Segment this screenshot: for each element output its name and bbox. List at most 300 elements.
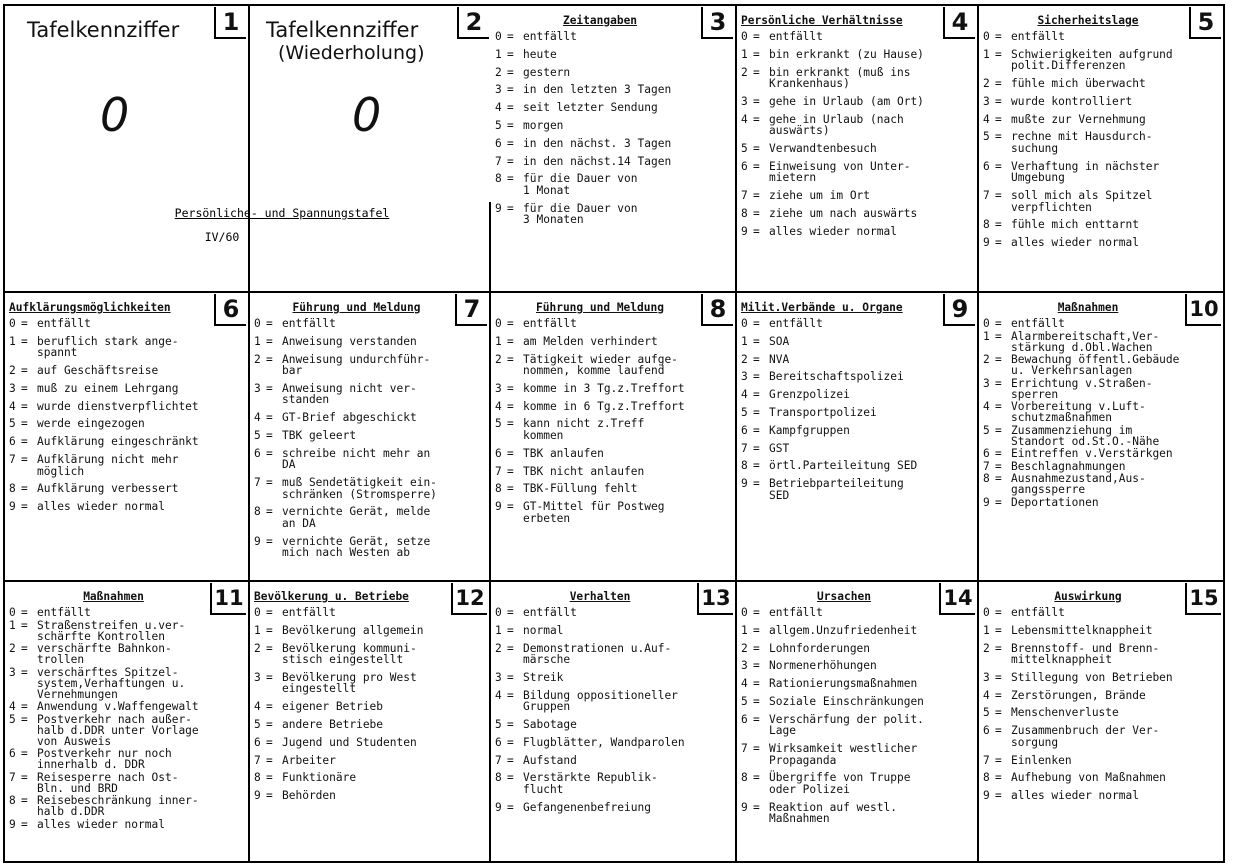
equals-sign: = xyxy=(995,423,1002,437)
code-number: 9 xyxy=(495,500,502,514)
code-list-item xyxy=(254,354,487,377)
code-meaning: schreibe nicht mehr an DA xyxy=(282,446,431,472)
code-meaning: alles wieder normal xyxy=(769,224,897,238)
code-meaning: Tätigkeit wieder aufge- nommen, komme laufend xyxy=(523,352,678,378)
equals-sign: = xyxy=(753,677,760,691)
equals-sign: = xyxy=(995,112,1002,126)
cell-number-13: 13 xyxy=(697,583,733,615)
code-list-item xyxy=(983,725,1221,748)
code-list-item xyxy=(495,383,733,395)
code-list-item xyxy=(495,755,733,767)
code-list-item xyxy=(254,412,487,424)
cell-6 xyxy=(5,293,250,582)
code-number: 2 xyxy=(495,352,502,366)
equals-sign: = xyxy=(507,717,514,731)
code-meaning: Postverkehr nach außer- halb d.DDR unter Vorlage von Ausweis xyxy=(37,712,199,748)
code-list-item xyxy=(983,461,1221,472)
equals-sign: = xyxy=(266,534,273,548)
equals-sign: = xyxy=(266,606,273,619)
equals-sign: = xyxy=(266,753,273,767)
code-number: 4 xyxy=(983,112,990,126)
cell-number-8: 8 xyxy=(701,294,733,326)
code-list-item xyxy=(983,96,1221,108)
code-number: 9 xyxy=(254,789,261,803)
equals-sign: = xyxy=(21,399,28,413)
equals-sign: = xyxy=(507,735,514,749)
code-list-item xyxy=(9,795,246,817)
code-number: 3 xyxy=(254,670,261,684)
code-meaning: wurde dienstverpflichtet xyxy=(37,399,199,413)
code-number: 0 xyxy=(983,30,990,43)
code-table-sheet xyxy=(3,4,1225,863)
code-list-item xyxy=(983,473,1221,495)
code-list xyxy=(979,318,1223,508)
equals-sign: = xyxy=(21,417,28,431)
code-list xyxy=(5,607,248,830)
code-meaning: für die Dauer von 3 Monaten xyxy=(523,201,638,227)
code-meaning: kann nicht z.Treff kommen xyxy=(523,417,645,442)
code-list-item xyxy=(254,772,487,784)
code-list-item xyxy=(254,318,487,330)
code-list-item xyxy=(741,143,975,155)
equals-sign: = xyxy=(266,700,273,714)
code-meaning: Arbeiter xyxy=(282,753,336,767)
cell-number-2: 2 xyxy=(457,7,489,39)
code-list-item xyxy=(983,49,1221,72)
equals-sign: = xyxy=(995,189,1002,203)
code-list-item xyxy=(741,443,975,455)
code-list-item xyxy=(9,318,246,330)
code-meaning: entfällt xyxy=(1011,606,1065,619)
code-number: 5 xyxy=(254,717,261,731)
code-number: 6 xyxy=(254,446,261,460)
code-meaning: Behörden xyxy=(282,789,336,803)
code-meaning: seit letzter Sendung xyxy=(523,101,658,115)
code-list xyxy=(737,318,977,501)
equals-sign: = xyxy=(995,130,1002,144)
equals-sign: = xyxy=(995,329,1002,343)
equals-sign: = xyxy=(753,112,760,126)
code-list-item xyxy=(254,672,487,695)
code-meaning: eigener Betrieb xyxy=(282,700,384,714)
code-meaning: entfällt xyxy=(523,606,577,619)
equals-sign: = xyxy=(507,800,514,814)
equals-sign: = xyxy=(995,641,1002,655)
code-number: 2 xyxy=(741,65,748,79)
code-meaning: TBK geleert xyxy=(282,428,357,442)
cell-10 xyxy=(979,293,1223,582)
code-meaning: Kampfgruppen xyxy=(769,423,850,437)
code-meaning: verschärftes Spitzel- system,Verhaftungen u. Vernehmungen xyxy=(37,665,186,701)
code-meaning: Jugend und Studenten xyxy=(282,735,417,749)
equals-sign: = xyxy=(21,334,28,348)
equals-sign: = xyxy=(753,370,760,384)
code-number: 5 xyxy=(495,118,502,132)
code-meaning: SOA xyxy=(769,334,790,348)
code-list-item xyxy=(983,707,1221,719)
code-list-item xyxy=(741,696,975,708)
equals-sign: = xyxy=(995,771,1002,785)
code-number: 9 xyxy=(495,201,502,215)
code-meaning: morgen xyxy=(523,118,564,132)
code-number: 4 xyxy=(983,688,990,702)
code-number: 1 xyxy=(254,623,261,637)
code-number: 6 xyxy=(495,446,502,460)
code-list-item xyxy=(254,448,487,471)
code-list-item xyxy=(254,701,487,713)
cell-number-7: 7 xyxy=(455,294,487,326)
equals-sign: = xyxy=(753,206,760,220)
code-meaning: werde eingezogen xyxy=(37,417,145,431)
code-list-item xyxy=(983,643,1221,666)
code-number: 1 xyxy=(983,47,990,61)
cell-number-3: 3 xyxy=(701,7,733,39)
code-list xyxy=(491,318,735,524)
cell-title: Führung und Meldung xyxy=(536,301,664,314)
equals-sign: = xyxy=(995,353,1002,366)
equals-sign: = xyxy=(21,770,28,784)
code-number: 8 xyxy=(983,218,990,232)
code-list-item xyxy=(983,401,1221,423)
equals-sign: = xyxy=(21,364,28,378)
code-number: 1 xyxy=(983,623,990,637)
code-number: 6 xyxy=(983,724,990,738)
code-number: 1 xyxy=(983,329,990,343)
code-meaning: ziehe um nach auswärts xyxy=(769,206,918,220)
code-meaning: alles wieder normal xyxy=(1011,789,1139,803)
code-number: 7 xyxy=(983,753,990,767)
equals-sign: = xyxy=(753,423,760,437)
code-number: 2 xyxy=(741,641,748,655)
code-number: 2 xyxy=(983,641,990,655)
cell-number-10: 10 xyxy=(1185,294,1221,326)
code-number: 3 xyxy=(741,370,748,384)
equals-sign: = xyxy=(266,789,273,803)
code-number: 4 xyxy=(254,700,261,714)
equals-sign: = xyxy=(507,641,514,655)
code-list-item xyxy=(741,318,975,330)
code-meaning: Grenzpolizei xyxy=(769,388,850,402)
code-meaning: Gefangenenbefreiung xyxy=(523,800,651,814)
code-list-item xyxy=(741,67,975,90)
equals-sign: = xyxy=(753,694,760,708)
cell-title: Milit.Verbände u. Organe xyxy=(741,301,903,314)
code-number: 5 xyxy=(9,712,16,726)
code-meaning: entfällt xyxy=(1011,317,1065,330)
cell-title: Sicherheitslage xyxy=(1037,14,1139,27)
code-list-item xyxy=(254,755,487,767)
code-list-item xyxy=(495,49,733,61)
code-list-item xyxy=(254,506,487,529)
code-number: 9 xyxy=(983,789,990,803)
equals-sign: = xyxy=(753,141,760,155)
code-number: 5 xyxy=(983,130,990,144)
code-number: 5 xyxy=(741,141,748,155)
code-number: 7 xyxy=(495,753,502,767)
equals-sign: = xyxy=(266,505,273,519)
code-list-item xyxy=(495,203,733,226)
code-number: 5 xyxy=(741,694,748,708)
code-number: 8 xyxy=(254,505,261,519)
table-code-repeat-value: 0 xyxy=(352,88,382,142)
code-list-item xyxy=(983,425,1221,447)
code-meaning: Bevölkerung pro West eingestellt xyxy=(282,670,417,696)
code-list-item xyxy=(741,772,975,795)
equals-sign: = xyxy=(753,659,760,673)
code-meaning: Menschenverluste xyxy=(1011,706,1119,720)
code-meaning: Bereitschaftspolizei xyxy=(769,370,904,384)
code-number: 2 xyxy=(983,77,990,91)
code-list-item xyxy=(983,219,1221,231)
code-meaning: Verstärkte Republik- flucht xyxy=(523,771,658,796)
code-list-item xyxy=(254,737,487,749)
code-list-item xyxy=(495,418,733,441)
code-meaning: gehe in Urlaub (am Ort) xyxy=(769,94,924,108)
code-list-item xyxy=(495,156,733,168)
code-list-item xyxy=(254,383,487,406)
code-number: 1 xyxy=(741,623,748,637)
code-list-item xyxy=(495,719,733,731)
code-meaning: entfällt xyxy=(282,606,336,619)
equals-sign: = xyxy=(995,447,1002,460)
code-meaning: Bevölkerung kommuni- stisch eingestellt xyxy=(282,641,417,667)
code-list xyxy=(979,607,1223,802)
code-meaning: gehe in Urlaub (nach auswärts) xyxy=(769,112,904,138)
code-number: 8 xyxy=(741,771,748,785)
equals-sign: = xyxy=(266,771,273,785)
code-meaning: auf Geschäftsreise xyxy=(37,364,159,378)
code-number: 9 xyxy=(741,800,748,814)
code-number: 3 xyxy=(9,381,16,395)
code-number: 3 xyxy=(983,376,990,390)
code-number: 4 xyxy=(741,677,748,691)
equals-sign: = xyxy=(995,472,1002,485)
code-number: 6 xyxy=(495,136,502,150)
code-list-item xyxy=(983,625,1221,637)
code-meaning: bin erkrankt (zu Hause) xyxy=(769,47,924,61)
code-meaning: Übergriffe von Truppe oder Polizei xyxy=(769,771,911,796)
code-number: 5 xyxy=(495,717,502,731)
code-list-item xyxy=(983,354,1221,376)
code-number: 3 xyxy=(495,670,502,684)
code-list-item xyxy=(741,460,975,472)
code-number: 0 xyxy=(254,317,261,330)
code-meaning: muß Sendetätigkeit ein- schränken (Stromsperre) xyxy=(282,476,437,501)
code-list-item xyxy=(9,819,246,830)
code-meaning: vernichte Gerät, setze mich nach Westen ab xyxy=(282,534,431,560)
code-meaning: Einweisung von Unter- mietern xyxy=(769,159,911,185)
code-number: 1 xyxy=(741,334,748,348)
code-meaning: komme in 3 Tg.z.Treffort xyxy=(523,381,685,395)
code-meaning: entfällt xyxy=(1011,30,1065,43)
code-meaning: Vorbereitung v.Luft- schutzmaßnahmen xyxy=(1011,400,1146,424)
equals-sign: = xyxy=(753,159,760,173)
code-meaning: Schwierigkeiten aufgrund polit.Differenzen xyxy=(1011,47,1173,73)
equals-sign: = xyxy=(995,218,1002,232)
code-list-item xyxy=(495,173,733,196)
code-list-item xyxy=(495,318,733,330)
equals-sign: = xyxy=(995,789,1002,803)
cell-title: Bevölkerung u. Betriebe xyxy=(254,590,409,603)
code-list-item xyxy=(495,772,733,795)
code-number: 8 xyxy=(495,482,502,496)
equals-sign: = xyxy=(507,753,514,767)
code-list-item xyxy=(741,190,975,202)
code-meaning: Errichtung v.Straßen- sperren xyxy=(1011,376,1153,401)
code-number: 8 xyxy=(741,206,748,220)
code-list-item xyxy=(983,772,1221,784)
code-meaning: Aufhebung von Maßnahmen xyxy=(1011,771,1166,785)
equals-sign: = xyxy=(21,606,28,619)
code-meaning: Verschärfung der polit. Lage xyxy=(769,712,924,738)
equals-sign: = xyxy=(21,665,28,679)
equals-sign: = xyxy=(21,817,28,831)
equals-sign: = xyxy=(21,381,28,395)
equals-sign: = xyxy=(507,446,514,460)
code-number: 5 xyxy=(741,405,748,419)
code-list-item xyxy=(495,643,733,666)
code-list-item xyxy=(741,161,975,184)
code-meaning: Aufklärung nicht mehr möglich xyxy=(37,453,179,478)
code-number: 8 xyxy=(9,794,16,807)
code-meaning: entfällt xyxy=(769,606,823,619)
code-list-item xyxy=(254,790,487,802)
equals-sign: = xyxy=(995,47,1002,61)
equals-sign: = xyxy=(507,317,514,330)
code-meaning: wurde kontrolliert xyxy=(1011,94,1133,108)
equals-sign: = xyxy=(753,388,760,402)
code-list-item xyxy=(983,31,1221,43)
code-number: 3 xyxy=(983,670,990,684)
code-list-item xyxy=(9,365,246,377)
code-list-item xyxy=(254,430,487,442)
code-meaning: fühle mich enttarnt xyxy=(1011,218,1139,232)
equals-sign: = xyxy=(753,65,760,79)
equals-sign: = xyxy=(266,735,273,749)
code-number: 5 xyxy=(254,428,261,442)
equals-sign: = xyxy=(507,500,514,514)
cell-number-9: 9 xyxy=(943,294,975,326)
code-number: 3 xyxy=(9,665,16,679)
code-number: 3 xyxy=(741,659,748,673)
cell-number-5: 5 xyxy=(1189,7,1221,39)
equals-sign: = xyxy=(995,459,1002,473)
code-list-item xyxy=(9,501,246,513)
code-meaning: TBK-Füllung fehlt xyxy=(523,482,638,496)
code-list-item xyxy=(495,466,733,478)
equals-sign: = xyxy=(753,441,760,455)
code-list xyxy=(737,607,977,825)
equals-sign: = xyxy=(21,453,28,467)
code-number: 7 xyxy=(254,476,261,490)
code-meaning: in den letzten 3 Tagen xyxy=(523,83,672,97)
code-meaning: Einlenken xyxy=(1011,753,1072,767)
code-list-item xyxy=(254,719,487,731)
code-list-item xyxy=(741,31,975,43)
code-meaning: Funktionäre xyxy=(282,771,357,785)
code-meaning: komme in 6 Tg.z.Treffort xyxy=(523,399,685,413)
code-meaning: Streik xyxy=(523,670,564,684)
code-list-item xyxy=(741,407,975,419)
equals-sign: = xyxy=(21,747,28,760)
code-list-item xyxy=(9,748,246,770)
code-meaning: Anweisung nicht ver- standen xyxy=(282,381,417,407)
code-meaning: alles wieder normal xyxy=(37,500,165,514)
code-meaning: Beschlagnahmungen xyxy=(1011,459,1126,473)
code-number: 1 xyxy=(9,334,16,348)
equals-sign: = xyxy=(21,500,28,514)
cell-number-1: 1 xyxy=(214,7,246,39)
code-list-item xyxy=(9,667,246,700)
code-number: 3 xyxy=(741,94,748,108)
equals-sign: = xyxy=(995,400,1002,413)
cell-number-15: 15 xyxy=(1185,583,1221,615)
code-list-item xyxy=(9,418,246,430)
code-list-item xyxy=(495,625,733,637)
code-meaning: TBK nicht anlaufen xyxy=(523,464,645,478)
code-meaning: am Melden verhindert xyxy=(523,334,658,348)
code-list-item xyxy=(254,336,487,348)
code-list-item xyxy=(741,336,975,348)
equals-sign: = xyxy=(507,136,514,150)
code-list-item xyxy=(983,331,1221,353)
equals-sign: = xyxy=(507,334,514,348)
equals-sign: = xyxy=(266,352,273,366)
code-meaning: Transportpolizei xyxy=(769,405,877,419)
code-meaning: mußte zur Vernehmung xyxy=(1011,112,1146,126)
code-number: 6 xyxy=(983,159,990,173)
equals-sign: = xyxy=(753,641,760,655)
code-number: 8 xyxy=(741,459,748,473)
code-meaning: Postverkehr nur noch innerhalb d. DDR xyxy=(37,747,172,771)
code-meaning: NVA xyxy=(769,352,790,366)
code-list-item xyxy=(983,190,1221,213)
code-meaning: alles wieder normal xyxy=(1011,236,1139,250)
code-meaning: GST xyxy=(769,441,790,455)
code-meaning: ziehe um im Ort xyxy=(769,189,871,203)
code-list-item xyxy=(495,802,733,814)
code-meaning: Brennstoff- und Brenn- mittelknappheit xyxy=(1011,641,1160,667)
equals-sign: = xyxy=(995,376,1002,390)
code-list-item xyxy=(495,737,733,749)
equals-sign: = xyxy=(507,482,514,496)
code-meaning: entfällt xyxy=(769,317,823,330)
equals-sign: = xyxy=(21,317,28,330)
code-list-item xyxy=(983,78,1221,90)
equals-sign: = xyxy=(507,623,514,637)
equals-sign: = xyxy=(995,724,1002,738)
code-list xyxy=(250,607,489,802)
equals-sign: = xyxy=(753,317,760,330)
equals-sign: = xyxy=(507,670,514,684)
code-number: 4 xyxy=(495,688,502,702)
cell-title: Aufklärungsmöglichkeiten xyxy=(9,301,171,314)
code-number: 8 xyxy=(983,472,990,485)
code-meaning: Aufklärung eingeschränkt xyxy=(37,435,199,449)
equals-sign: = xyxy=(753,189,760,203)
equals-sign: = xyxy=(507,464,514,478)
equals-sign: = xyxy=(21,618,28,632)
code-number: 0 xyxy=(741,606,748,619)
code-number: 0 xyxy=(983,606,990,619)
code-meaning: heute xyxy=(523,47,557,61)
code-number: 9 xyxy=(983,495,990,509)
code-number: 4 xyxy=(983,400,990,413)
equals-sign: = xyxy=(507,771,514,785)
cell-9 xyxy=(737,293,979,582)
code-meaning: vernichte Gerät, melde an DA xyxy=(282,505,431,530)
code-number: 0 xyxy=(983,317,990,330)
